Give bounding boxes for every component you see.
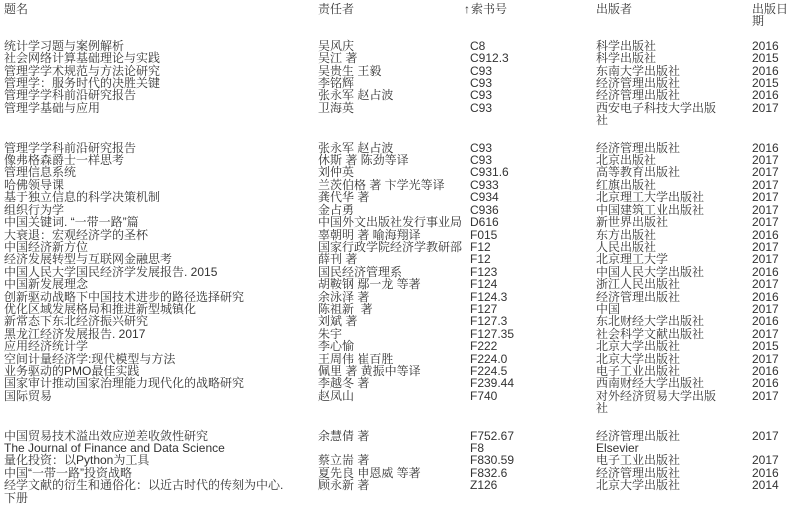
book-author-cell: 国家行政学院经济学教研部 bbox=[318, 239, 463, 254]
book-call-number-cell: F12 bbox=[470, 252, 491, 267]
book-publisher-cell: 经济管理出版社 bbox=[596, 76, 681, 91]
book-publisher-cell: 北京理工大学出版社 bbox=[596, 190, 705, 205]
book-publisher-cell: 东方出版社 bbox=[596, 227, 657, 242]
book-publisher-cell: 经济管理出版社 bbox=[596, 88, 681, 103]
table-row bbox=[4, 278, 798, 290]
book-publisher-cell: 中国 bbox=[596, 301, 621, 316]
book-publisher-cell: 北京理工大学 bbox=[596, 252, 669, 267]
book-title-cell: 统计学习题与案例解析 bbox=[4, 38, 125, 53]
book-call-number-cell: C934 bbox=[470, 190, 499, 205]
book-author-cell: 陈祖新 著 bbox=[318, 301, 373, 316]
book-author-cell: 龚代华 著 bbox=[318, 190, 370, 205]
book-title-cell: 应用经济统计学 bbox=[4, 339, 89, 354]
column-header-call-number[interactable] bbox=[464, 2, 596, 16]
book-title-cell: 国际贸易 bbox=[4, 388, 53, 403]
book-pub-date-cell: 2016 bbox=[752, 63, 779, 78]
table-row bbox=[4, 315, 798, 327]
book-call-number-cell: C912.3 bbox=[470, 51, 509, 66]
book-publisher-cell: 北京出版社 bbox=[596, 153, 657, 168]
book-publisher-cell: Elsevier bbox=[596, 441, 639, 455]
book-author-cell: 吴风庆 bbox=[318, 38, 355, 53]
book-call-number-cell: F752.67 bbox=[470, 428, 515, 443]
book-title-cell: 空间计量经济学:现代模型与方法 bbox=[4, 351, 176, 366]
book-author-cell: 李越冬 著 bbox=[318, 376, 370, 391]
book-pub-date-cell: 2017 bbox=[752, 190, 779, 205]
book-pub-date-cell: 2017 bbox=[752, 153, 779, 168]
table-row bbox=[4, 390, 798, 415]
book-call-number-cell: C93 bbox=[470, 76, 493, 91]
book-author-cell: 佩里 著 黄振中等译 bbox=[318, 363, 421, 378]
book-title-cell: 经济发展转型与互联网金融思考 bbox=[4, 252, 173, 267]
book-publisher-cell: 高等教育出版社 bbox=[596, 165, 681, 180]
book-call-number-cell: F8 bbox=[470, 441, 485, 455]
row-group bbox=[4, 430, 798, 504]
book-title-cell: 中国新发展理念 bbox=[4, 277, 89, 292]
book-pub-date-cell: 2017 bbox=[752, 202, 779, 217]
row-group bbox=[4, 40, 798, 127]
book-title-cell: 组织行为学 bbox=[4, 202, 65, 217]
book-title-cell: 量化投资：以Python为工具 bbox=[4, 453, 150, 468]
book-author-cell: 张永军 赵占波 bbox=[318, 88, 394, 103]
book-pub-date-cell: 2016 bbox=[752, 376, 779, 391]
book-title-cell: 中国经济新方位 bbox=[4, 239, 89, 254]
book-title-cell: 管理学基础与应用 bbox=[4, 100, 101, 115]
book-pub-date-cell: 2017 bbox=[752, 428, 779, 443]
book-author-cell: 吴江 著 bbox=[318, 51, 358, 66]
book-call-number-cell: F740 bbox=[470, 388, 498, 403]
book-title-cell: 管理学学科前沿研究报告 bbox=[4, 88, 137, 103]
column-header-title[interactable]: 题名 bbox=[4, 2, 29, 16]
book-publisher-cell: 北京大学出版社 bbox=[596, 339, 681, 354]
book-title-cell: 哈佛领导课 bbox=[4, 177, 65, 192]
book-call-number-cell: C93 bbox=[470, 63, 493, 78]
book-pub-date-cell: 2017 bbox=[752, 215, 779, 230]
table-row bbox=[4, 191, 798, 203]
book-author-cell: 王周伟 崔百胜 bbox=[318, 351, 394, 366]
table-row bbox=[4, 454, 798, 466]
book-call-number-cell: C93 bbox=[470, 153, 493, 168]
book-author-cell: 中国外文出版社发行事业局 bbox=[318, 215, 463, 230]
book-title-cell: 创新驱动战略下中国技术进步的路径选择研究 bbox=[4, 289, 245, 304]
book-pub-date-cell: 2016 bbox=[752, 314, 779, 329]
book-title-cell: The Journal of Finance and Data Science bbox=[4, 441, 225, 455]
book-call-number-cell: Z126 bbox=[470, 478, 498, 493]
book-author-cell: 刘仲英 bbox=[318, 165, 355, 180]
book-publisher-cell: 经济管理出版社 bbox=[596, 140, 681, 155]
table-row bbox=[4, 479, 798, 504]
column-header-author[interactable]: 责任者 bbox=[318, 2, 355, 16]
book-publisher-cell: 电子工业出版社 bbox=[596, 363, 681, 378]
book-pub-date-cell: 2016 bbox=[752, 88, 779, 103]
book-pub-date-cell: 2017 bbox=[752, 165, 779, 180]
book-call-number-cell: C93 bbox=[470, 100, 493, 115]
book-pub-date-cell: 2016 bbox=[752, 264, 779, 279]
book-pub-date-cell: 2015 bbox=[752, 339, 779, 354]
book-author-cell: 余慧倩 著 bbox=[318, 428, 370, 443]
book-publisher-cell: 中国建筑工业出版社 bbox=[596, 202, 705, 217]
book-call-number-cell: F832.6 bbox=[470, 465, 508, 480]
book-pub-date-cell: 2017 bbox=[752, 453, 779, 468]
book-call-number-cell: C93 bbox=[470, 140, 493, 155]
book-author-cell: 休斯 著 陈劲等译 bbox=[318, 153, 409, 168]
book-call-number-cell: F239.44 bbox=[470, 376, 515, 391]
table-row bbox=[4, 89, 798, 101]
book-author-cell: 刘斌 著 bbox=[318, 314, 358, 329]
book-pub-date-cell: 2017 bbox=[752, 239, 779, 254]
book-title-cell: 国家审计推动国家治理能力现代化的战略研究 bbox=[4, 376, 245, 391]
book-call-number-cell: F224.5 bbox=[470, 363, 508, 378]
book-call-number-cell: F015 bbox=[470, 227, 498, 242]
book-title-cell: 经学文献的衍生和通俗化：以近古时代的传刻为中心. 下册 bbox=[4, 478, 287, 505]
book-publisher-cell: 经济管理出版社 bbox=[596, 428, 681, 443]
table-row bbox=[4, 340, 798, 352]
book-publisher-cell: 北京大学出版社 bbox=[596, 478, 681, 493]
book-title-cell: 管理学学术规范与方法论研究 bbox=[4, 63, 161, 78]
book-title-cell: 管理学学科前沿研究报告 bbox=[4, 140, 137, 155]
book-title-cell: 像弗格森爵士一样思考 bbox=[4, 153, 125, 168]
book-pub-date-cell: 2017 bbox=[752, 252, 779, 267]
book-call-number-cell: C931.6 bbox=[470, 165, 509, 180]
table-row bbox=[4, 102, 798, 127]
book-call-number-cell: C93 bbox=[470, 88, 493, 103]
table-row bbox=[4, 166, 798, 178]
book-publisher-cell: 中国人民大学出版社 bbox=[596, 264, 705, 279]
book-title-cell: 业务驱动的PMO最佳实践 bbox=[4, 363, 140, 378]
book-call-number-cell: F127.3 bbox=[470, 314, 508, 329]
book-author-cell: 余泳泽 著 bbox=[318, 289, 370, 304]
book-title-cell: 优化区域发展格局和推进新型城镇化 bbox=[4, 301, 197, 316]
book-author-cell: 兰茨伯格 著 卞学光等译 bbox=[318, 177, 445, 192]
book-call-number-cell: F127 bbox=[470, 301, 498, 316]
book-pub-date-cell: 2016 bbox=[752, 38, 779, 53]
book-pub-date-cell: 2017 bbox=[752, 301, 779, 316]
book-title-cell: 中国“一带一路”投资战略 bbox=[4, 465, 132, 480]
book-call-number-cell: F123 bbox=[470, 264, 498, 279]
table-row bbox=[4, 377, 798, 389]
book-pub-date-cell: 2014 bbox=[752, 478, 779, 493]
book-author-cell: 胡鞍钢 鄢一龙 等著 bbox=[318, 277, 421, 292]
book-publisher-cell: 北京大学出版社 bbox=[596, 351, 681, 366]
book-publisher-cell: 科学出版社 bbox=[596, 38, 657, 53]
book-title-cell: 黑龙江经济发展报告. 2017 bbox=[4, 326, 146, 341]
book-publisher-cell: 新世界出版社 bbox=[596, 215, 669, 230]
book-author-cell: 国民经济管理系 bbox=[318, 264, 403, 279]
book-publisher-cell: 红旗出版社 bbox=[596, 177, 657, 192]
book-call-number-cell: F12 bbox=[470, 239, 491, 254]
book-title-cell: 管理信息系统 bbox=[4, 165, 77, 180]
book-author-cell: 李铭辉 bbox=[318, 76, 355, 91]
book-publisher-cell: 人民出版社 bbox=[596, 239, 657, 254]
book-author-cell: 辜朝明 著 喻海翔译 bbox=[318, 227, 421, 242]
table-header-row bbox=[4, 3, 798, 28]
book-author-cell: 蔡立耑 著 bbox=[318, 453, 370, 468]
book-pub-date-cell: 2017 bbox=[752, 326, 779, 341]
book-call-number-cell: F830.59 bbox=[470, 453, 515, 468]
book-title-cell: 基于独立信息的科学决策机制 bbox=[4, 190, 161, 205]
book-pub-date-cell: 2017 bbox=[752, 388, 779, 403]
book-author-cell: 朱宇 bbox=[318, 326, 343, 341]
sort-ascending-icon: ↑ bbox=[464, 2, 470, 16]
book-publisher-cell: 浙江人民出版社 bbox=[596, 277, 681, 292]
book-pub-date-cell: 2015 bbox=[752, 76, 779, 91]
row-group bbox=[4, 142, 798, 415]
book-publisher-cell: 对外经济贸易大学出版社 bbox=[596, 388, 717, 416]
table-row bbox=[4, 216, 798, 228]
book-pub-date-cell: 2017 bbox=[752, 277, 779, 292]
table-body bbox=[4, 40, 798, 504]
book-author-cell: 夏先良 申恩威 等著 bbox=[318, 465, 421, 480]
book-publisher-cell: 科学出版社 bbox=[596, 51, 657, 66]
book-author-cell: 吴贵生 王毅 bbox=[318, 63, 382, 78]
book-author-cell: 金占勇 bbox=[318, 202, 355, 217]
book-call-number-cell: F124 bbox=[470, 277, 498, 292]
book-pub-date-cell: 2017 bbox=[752, 100, 779, 115]
book-call-number-cell: D616 bbox=[470, 215, 499, 230]
book-title-cell: 中国贸易技术溢出效应逆差收敛性研究 bbox=[4, 428, 209, 443]
book-publisher-cell: 东北财经大学出版社 bbox=[596, 314, 705, 329]
book-title-cell: 新常态下东北经济振兴研究 bbox=[4, 314, 149, 329]
book-publisher-cell: 经济管理出版社 bbox=[596, 289, 681, 304]
book-pub-date-cell: 2016 bbox=[752, 465, 779, 480]
book-title-cell: 管理学：服务时代的决胜关键 bbox=[4, 76, 161, 91]
book-pub-date-cell: 2016 bbox=[752, 227, 779, 242]
book-pub-date-cell: 2015 bbox=[752, 51, 779, 66]
column-header-publisher[interactable]: 出版者 bbox=[596, 2, 633, 16]
column-header-call-number-label: 索书号 bbox=[471, 2, 508, 16]
book-title-cell: 大衰退：宏观经济学的圣杯 bbox=[4, 227, 149, 242]
table-row bbox=[4, 52, 798, 64]
book-publisher-cell: 西南财经大学出版社 bbox=[596, 376, 705, 391]
book-author-cell: 顾永新 著 bbox=[318, 478, 370, 493]
book-pub-date-cell: 2017 bbox=[752, 177, 779, 192]
book-call-number-cell: F222 bbox=[470, 339, 498, 354]
book-publisher-cell: 社会科学文献出版社 bbox=[596, 326, 705, 341]
book-call-number-cell: F124.3 bbox=[470, 289, 508, 304]
book-author-cell: 张永军 赵占波 bbox=[318, 140, 394, 155]
book-author-cell: 薛刊 著 bbox=[318, 252, 358, 267]
book-title-cell: 社会网络计算基础理论与实践 bbox=[4, 51, 161, 66]
table-row bbox=[4, 253, 798, 265]
book-pub-date-cell: 2016 bbox=[752, 289, 779, 304]
book-call-number-cell: C933 bbox=[470, 177, 499, 192]
book-pub-date-cell: 2017 bbox=[752, 351, 779, 366]
book-author-cell: 李心愉 bbox=[318, 339, 355, 354]
book-publisher-cell: 经济管理出版社 bbox=[596, 465, 681, 480]
book-call-number-cell: F224.0 bbox=[470, 351, 508, 366]
book-call-number-cell: F127.35 bbox=[470, 326, 515, 341]
book-publisher-cell: 东南大学出版社 bbox=[596, 63, 681, 78]
book-publisher-cell: 西安电子科技大学出版社 bbox=[596, 100, 717, 128]
book-title-cell: 中国人民大学国民经济学发展报告. 2015 bbox=[4, 264, 218, 279]
book-publisher-cell: 电子工业出版社 bbox=[596, 453, 681, 468]
book-author-cell: 赵凤山 bbox=[318, 388, 355, 403]
column-header-pub-date[interactable]: 出版日期 bbox=[752, 2, 789, 29]
book-pub-date-cell: 2016 bbox=[752, 363, 779, 378]
book-call-number-cell: C8 bbox=[470, 38, 486, 53]
book-pub-date-cell: 2016 bbox=[752, 140, 779, 155]
book-call-number-cell: C936 bbox=[470, 202, 499, 217]
book-author-cell: 卫海英 bbox=[318, 100, 355, 115]
book-title-cell: 中国关键词. “一带一路”篇 bbox=[4, 215, 139, 230]
